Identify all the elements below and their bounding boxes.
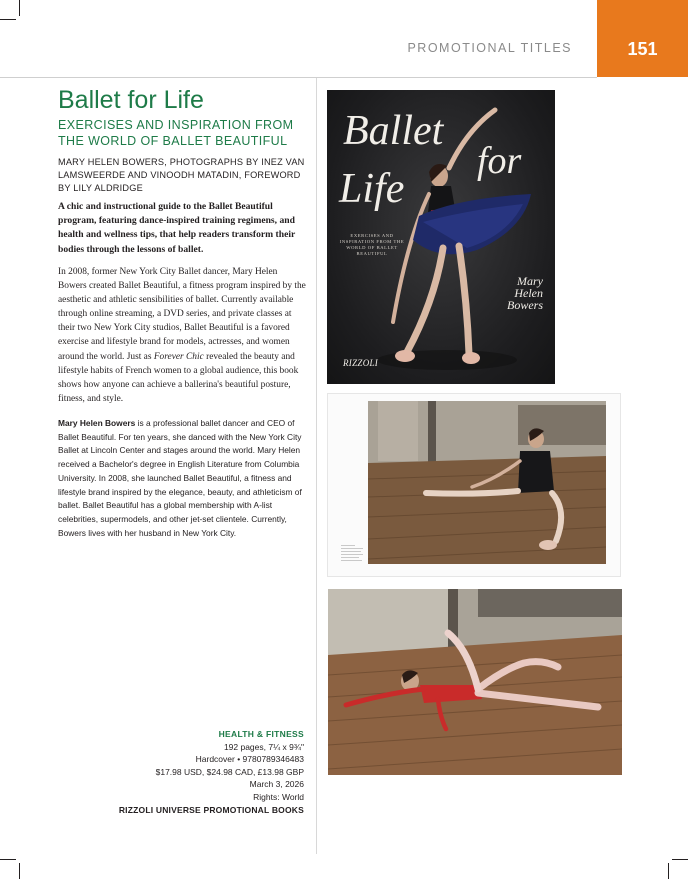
pub-date: March 3, 2026 (249, 779, 304, 790)
book-title: Ballet for Life (58, 86, 204, 114)
stretch-photo (368, 401, 606, 564)
cover-author-line: Mary (517, 274, 543, 288)
description-paragraph (58, 265, 308, 406)
rights: Rights: World (253, 791, 304, 802)
crop-mark (0, 19, 16, 20)
page-number-tab (597, 0, 688, 77)
category-label: HEALTH & FITNESS (218, 729, 304, 739)
description-text-end: revealed the beauty and lifestyle habits of French women to a global audience, this book shows how anyone can achieve a ballerina's beautiful posture, fitness, and style. (58, 351, 299, 404)
page-count: 192 pages, 7¼ x 9¾" (223, 741, 304, 752)
cover-subtitle: EXERCISES AND INSPIRATION FROM THE WORLD OF BALLET BEAUTIFUL (339, 233, 405, 256)
cover-word-for: for (477, 140, 522, 182)
crop-mark (19, 0, 20, 16)
cover-author (507, 275, 543, 311)
crop-mark (0, 859, 16, 860)
bio-text: is a professional ballet dancer and CEO of Ballet Beautiful. For ten years, she danced with the New York City Ballet at Lincoln Center and stages around the world. Mary Helen received a Bachelor's degree in English Literature from Columbia University. In 2008, she launched Ballet Beautiful, a fitness and lifestyle brand inspired by the elegance, beauty, and athleticism of ballet. Ballet Beautiful has a global membership with A-list celebrities, supermodels, and other jet-set clientele. Currently, Bowers lives with her husband in New York City. (58, 418, 302, 538)
page-number: 151 (627, 39, 658, 59)
floor-pose-photo (328, 589, 622, 775)
price: $17.98 USD, $24.98 CAD, £13.98 GBP (155, 766, 304, 777)
stretch-illustration (368, 401, 606, 564)
rizzoli-logo: RIZZOLI (343, 358, 379, 368)
cover-word-ballet: Ballet (343, 108, 444, 154)
publisher: RIZZOLI UNIVERSE PROMOTIONAL BOOKS (118, 804, 304, 815)
cover-word-life: Life (339, 166, 405, 212)
cover-author-line: Helen (514, 286, 543, 300)
spread-caption (341, 545, 365, 563)
book-cover-image (327, 90, 555, 384)
floor-pose-illustration (328, 589, 622, 775)
crop-mark (672, 859, 688, 860)
crop-mark (668, 863, 669, 879)
book-authors: MARY HELEN BOWERS, PHOTOGRAPHS BY INEZ VAN LAMSWEERDE AND VINOODH MATADIN, FOREWORD BY LILY ALDRIDGE (58, 157, 305, 193)
cover-author-line: Bowers (507, 298, 543, 312)
description-text: In 2008, former New York City Ballet dancer, Mary Helen Bowers created Ballet Beautiful, a fitness program inspired by the aesthetic and athletic sensibilities of ballet. Currently available through online streaming, a DVD series, and private classes at their two New York City studios, Ballet Beautiful is a favored exercise and lifestyle brand for models, actresses, and women around the world. Just as (58, 267, 306, 362)
section-label: PROMOTIONAL TITLES (407, 41, 572, 55)
lead-paragraph: A chic and instructional guide to the Ballet Beautiful program, featuring dance-inspired training regimens, and health and wellness tips, that help readers transform their bodies through the lessons of ballet. (58, 201, 296, 255)
description-italic-title: Forever Chic (153, 351, 204, 362)
format-isbn: Hardcover • 9780789346483 (195, 754, 304, 765)
column-divider (316, 78, 317, 854)
book-subtitle: EXERCISES AND INSPIRATION FROM THE WORLD OF BALLET BEAUTIFUL (58, 118, 294, 148)
author-bio (58, 417, 310, 540)
crop-mark (19, 863, 20, 879)
header-rule (0, 77, 597, 78)
bio-name: Mary Helen Bowers (58, 418, 136, 428)
book-metadata (54, 728, 304, 816)
